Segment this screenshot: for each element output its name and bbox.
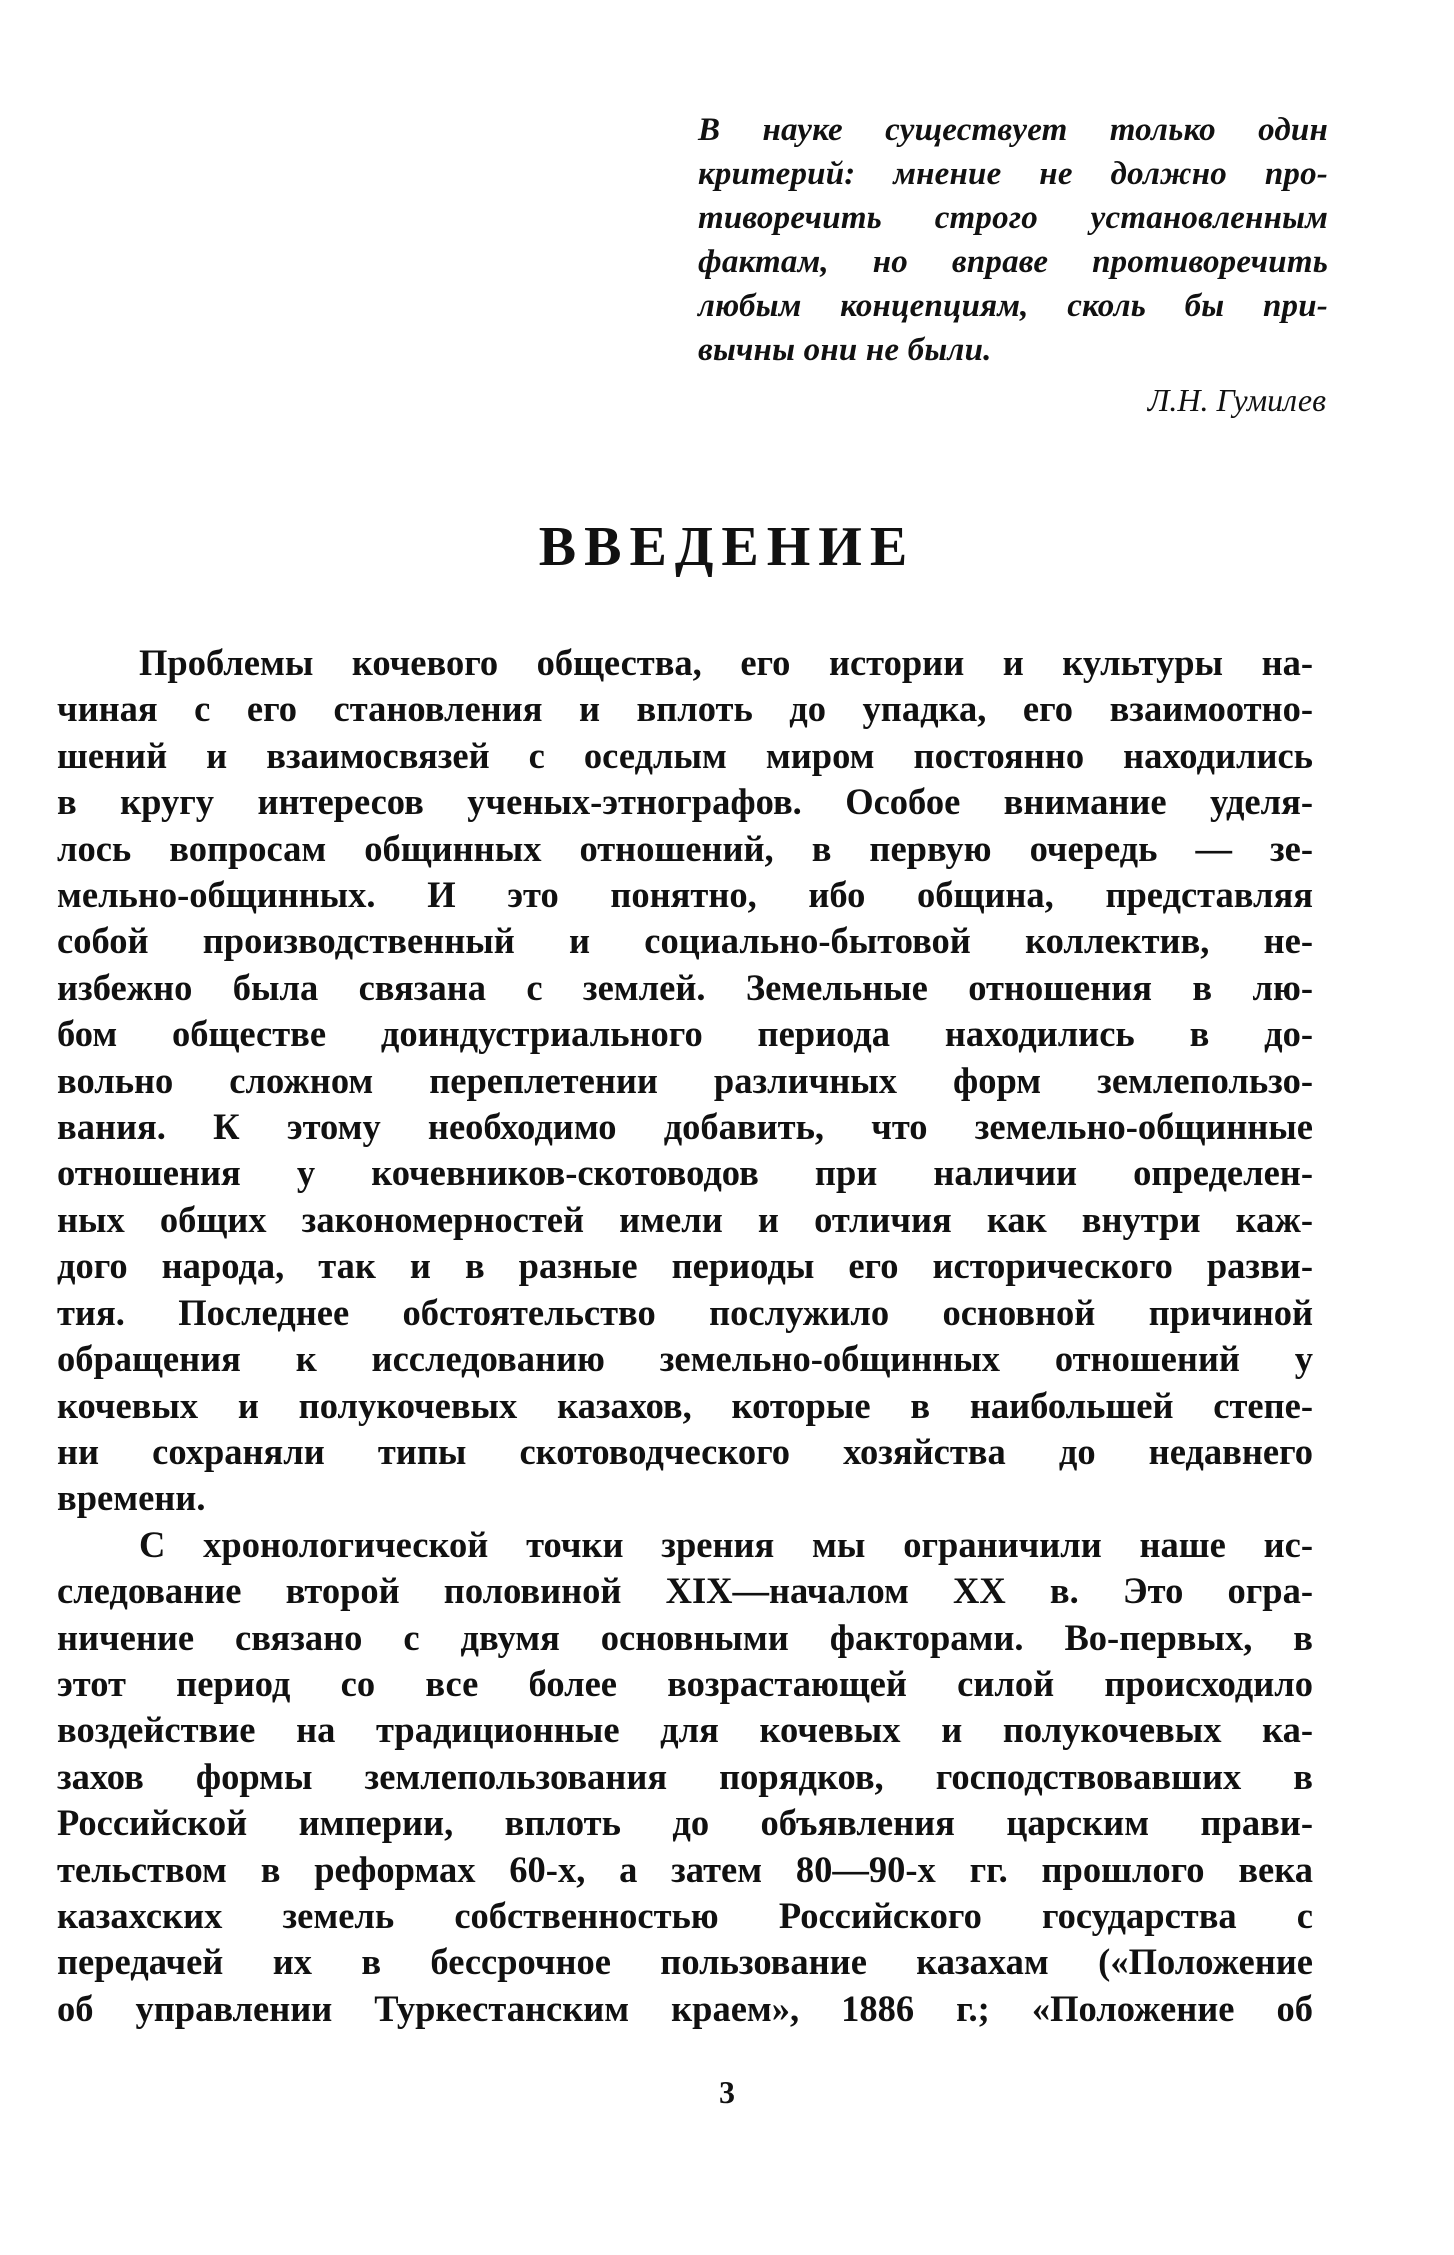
text-line: мельно-общинных. И это понятно, ибо община, представляя [57, 874, 1313, 916]
text-line: бом обществе доиндустриального периода находились в до- [57, 1013, 1313, 1055]
text-line: лось вопросам общинных отношений, в первую очередь — зе- [57, 827, 1313, 869]
text-line: захов формы землепользования порядков, господствовавших в [57, 1755, 1313, 1797]
text-line: казахских земель собственностью Российского государства с [57, 1894, 1313, 1936]
chapter-heading: ВВЕДЕНИЕ [538, 516, 916, 578]
text-line: в кругу интересов ученых-этнографов. Особое внимание уделя- [57, 781, 1313, 823]
text-line: тия. Последнее обстоятельство послужило основной причиной [57, 1291, 1313, 1333]
text-line: дого народа, так и в разные периоды его исторического разви- [57, 1245, 1313, 1287]
epigraph-author: Л.Н. Гумилев [1147, 382, 1326, 418]
text-line: этот период со все более возрастающей силой происходило [57, 1662, 1313, 1704]
text-line: избежно была связана с землей. Земельные отношения в лю- [57, 966, 1313, 1008]
text-line: кочевых и полукочевых казахов, которые в наибольшей степе- [57, 1384, 1313, 1426]
epigraph-line: тиворечить строго установленным [698, 200, 1328, 236]
body-text [57, 640, 1313, 2032]
text-line: тельством в реформах 60-х, а затем 80—90-х гг. прошлого века [57, 1848, 1313, 1890]
text-line: ни сохраняли типы скотоводческого хозяйства до недавнего [57, 1430, 1313, 1472]
text-line: об управлении Туркестанским краем», 1886 г.; «Положение об [57, 1987, 1313, 2029]
text-line: ничение связано с двумя основными факторами. Во-первых, в [57, 1616, 1313, 1658]
text-line: вольно сложном переплетении различных форм землепользо- [57, 1059, 1313, 1101]
epigraph-line: В науке существует только один [698, 112, 1328, 148]
text-line: С хронологической точки зрения мы ограничили наше ис- [139, 1523, 1313, 1565]
epigraph [698, 108, 1328, 372]
text-line: передачей их в бессрочное пользование казахам («Положение [57, 1941, 1313, 1983]
epigraph-line: фактам, но вправе противоречить [698, 244, 1328, 280]
text-line: чиная с его становления и вплоть до упадка, его взаимоотно- [57, 688, 1313, 730]
text-line: воздействие на традиционные для кочевых и полукочевых ка- [57, 1709, 1313, 1751]
epigraph-line: критерий: мнение не должно про- [698, 156, 1328, 192]
text-line: Российской империи, вплоть до объявления царским прави- [57, 1802, 1313, 1844]
text-line: собой производственный и социально-бытовой коллектив, не- [57, 920, 1313, 962]
text-line: ных общих закономерностей имели и отличия как внутри каж- [57, 1198, 1313, 1240]
epigraph-line: любым концепциям, сколь бы при- [698, 288, 1328, 324]
epigraph-line: вычны они не были. [698, 332, 992, 368]
page-number: 3 [719, 2074, 735, 2110]
paragraph-2 [57, 1522, 1313, 2032]
text-line: следование второй половиной XIX—началом XX в. Это огра- [57, 1570, 1313, 1612]
paragraph-1 [57, 640, 1313, 1522]
text-line: вания. К этому необходимо добавить, что земельно-общинные [57, 1106, 1313, 1148]
text-line: шений и взаимосвязей с оседлым миром постоянно находились [57, 734, 1313, 776]
text-line: времени. [57, 1477, 206, 1519]
text-line: обращения к исследованию земельно-общинных отношений у [57, 1338, 1313, 1380]
text-line: Проблемы кочевого общества, его истории и культуры на- [139, 642, 1313, 683]
text-line: отношения у кочевников-скотоводов при наличии определен- [57, 1152, 1313, 1194]
